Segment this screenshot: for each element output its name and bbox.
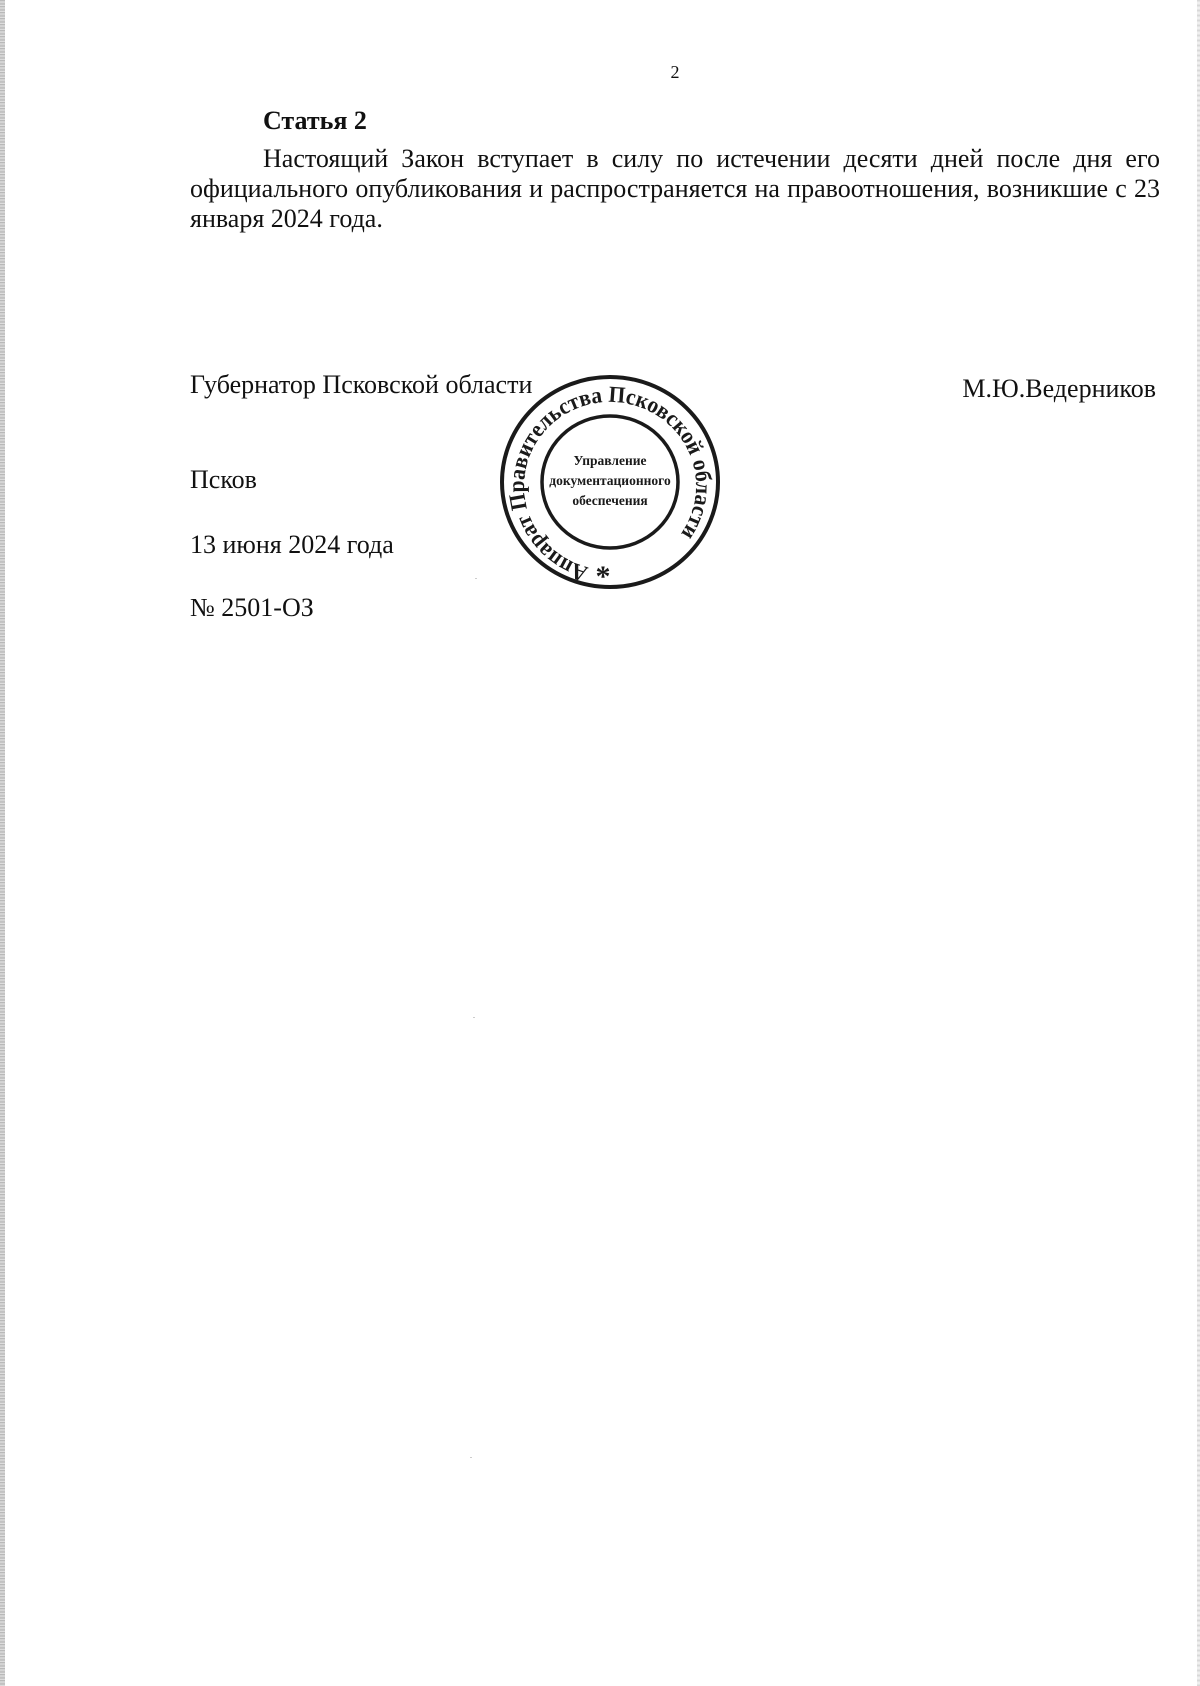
scan-edge-left: [0, 0, 5, 1686]
governor-title: Губернатор Псковской области: [190, 370, 533, 399]
scan-speck: [475, 578, 477, 579]
signing-date: 13 июня 2024 года: [190, 530, 394, 559]
seal-center-line-2: документационного: [549, 473, 671, 488]
seal-ring-textpath: Аппарат Правительства Псковской области: [503, 381, 717, 587]
official-seal-stamp: [498, 373, 722, 591]
seal-center-line-1: Управление: [573, 453, 647, 468]
signing-place: Псков: [190, 465, 257, 494]
seal-center-line-3: обеспечения: [572, 493, 648, 508]
seal-star-mark: *: [595, 560, 611, 591]
seal-icon: [498, 373, 722, 591]
law-number: № 2501-ОЗ: [190, 593, 314, 622]
page-number: 2: [670, 62, 680, 82]
governor-name: М.Ю.Ведерников: [962, 374, 1156, 403]
scan-speck: [470, 1457, 472, 1458]
article-title: Статья 2: [263, 106, 367, 135]
scan-speck: [473, 1017, 475, 1018]
article-body: Настоящий Закон вступает в силу по истечении десяти дней после дня его официального опубликования и распространяется на правоотношения, возникшие с 23 января 2024 года.: [190, 144, 1160, 233]
